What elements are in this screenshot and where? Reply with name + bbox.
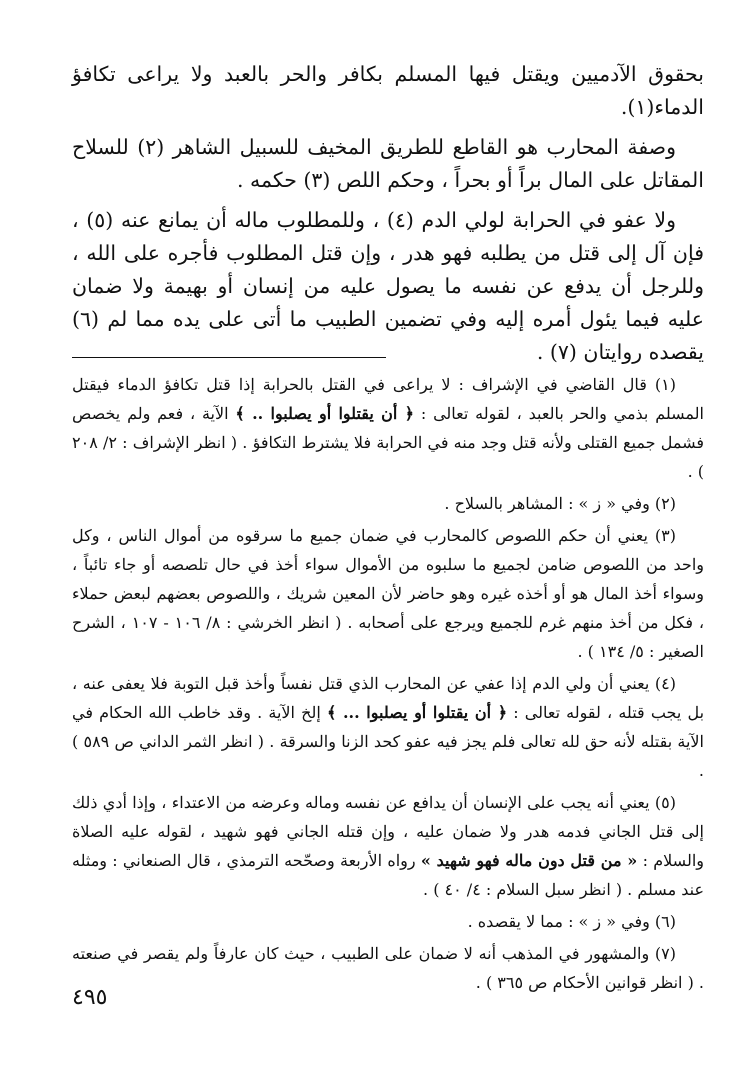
- paragraph-3: ولا عفو في الحرابة لولي الدم (٤) ، وللمطلوب ماله أن يمانع عنه (٥) ، فإن آل إلى قتل من يطلبه فهو هدر ، وإن قتل المطلوب فأجره على الله ، وللرجل أن يدفع عن نفسه ما يصول عليه من إنسان أو بهيمة ولا ضمان عليه فيما يئول أمره إليه وفي تضمين الطبيب ما أتى على يده مما لم (٦) يقصده روايتان (٧) .: [72, 208, 704, 364]
- footnote-1-text-a: (١) قال القاضي في الإشراف : لا يراعى في القتل بالحرابة إذا قتل تكافؤ الدماء فيقتل المسلم بذمي والحر بالعبد ، لقوله تعالى :: [72, 375, 704, 423]
- footnote-3: (٣) يعني أن حكم اللصوص كالمحارب في ضمان جميع ما سرقوه من أموال الناس ، وكل واحد من اللصوص ضامن لجميع ما سلبوه من الأموال سواء أخذ في حال تلصصه أو جاء تائباً ، وسواء أخذ المال هو أو أخذه غيره وهو حاضر لأن المعين شريك ، واللصوص بعضهم لبعض حملاء ، فكل من أخذ منهم غرم للجميع ويرجع على أصحابه . ( انظر الخرشي : ٨/ ١٠٦ - ١٠٧ ، الشرح الصغير : ٥/ ١٣٤ ) .: [72, 526, 705, 661]
- footnote-4-quran-quote: ﴿ أن يقتلوا أو يصلبوا ... ﴾: [326, 703, 508, 722]
- page-number: ٤٩٥: [72, 985, 108, 1010]
- footnote-6: (٦) وفي « ز » : مما لا يقصده .: [467, 912, 676, 931]
- footnote-4-text-b: إلخ الآية . وقد خاطب الله الحكام في الآية بقتله لأنه حق لله تعالى فلم يجز فيه عفو كحد الزنا والسرقة . ( انظر الثمر الداني ص ٥٨٩ ) .: [72, 703, 705, 780]
- footnote-5-text-b: رواه الأربعة وصحّحه الترمذي ، قال الصنعاني : ومثله عند مسلم . ( انظر سبل السلام : ٤/ ٤٠ ) .: [72, 851, 704, 899]
- footnote-1: [72, 370, 704, 486]
- paragraph-2: وصفة المحارب هو القاطع للطريق المخيف للسبيل الشاهر (٢) للسلاح المقاتل على المال براً أو بحراً ، وحكم اللص (٣) حكمه .: [72, 135, 704, 192]
- footnote-7: (٧) والمشهور في المذهب أنه لا ضمان على الطبيب ، حيث كان عارفاً ولم يقصر في صنعته . ( انظر قوانين الأحكام ص ٣٦٥ ) .: [72, 944, 704, 992]
- main-text: [72, 58, 704, 376]
- footnote-1-quran-quote: ﴿ أن يقتلوا أو يصلبوا .. ﴾: [235, 404, 415, 423]
- footnote-4-text-a: (٤) يعني أن ولي الدم إذا عفي عن المحارب الذي قتل نفساً وأخذ قبل التوبة فلا يعفى عنه ، بل يجب قتله ، لقوله تعالى :: [72, 674, 705, 722]
- footnote-separator: [72, 357, 386, 358]
- footnote-5-hadith-quote: « من قتل دون ماله فهو شهيد »: [420, 851, 638, 870]
- footnote-5-text-a: (٥) يعني أنه يجب على الإنسان أن يدافع عن نفسه وماله وعرضه من الاعتداء ، وإذا أدي ذلك إلى قتل الجاني فدمه هدر ولا ضمان عليه ، وإن قتله الجاني فهو شهيد ، لقوله عليه الصلاة والسلام :: [72, 793, 704, 870]
- footnote-2: (٢) وفي « ز » : المشاهر بالسلاح .: [444, 494, 676, 513]
- footnotes: [72, 370, 704, 1000]
- footnote-1-text-b: الآية ، فعم ولم يخصص فشمل جميع القتلى ولأنه قتل وجد منه في الحرابة فلا يشترط التكافؤ . ( انظر الإشراف : ٢/ ٢٠٨ ) .: [72, 404, 704, 481]
- paragraph-1: بحقوق الآدميين ويقتل فيها المسلم بكافر والحر بالعبد ولا يراعى تكافؤ الدماء(١).: [72, 62, 704, 119]
- footnote-5: [72, 788, 704, 904]
- footnote-4: [72, 669, 704, 785]
